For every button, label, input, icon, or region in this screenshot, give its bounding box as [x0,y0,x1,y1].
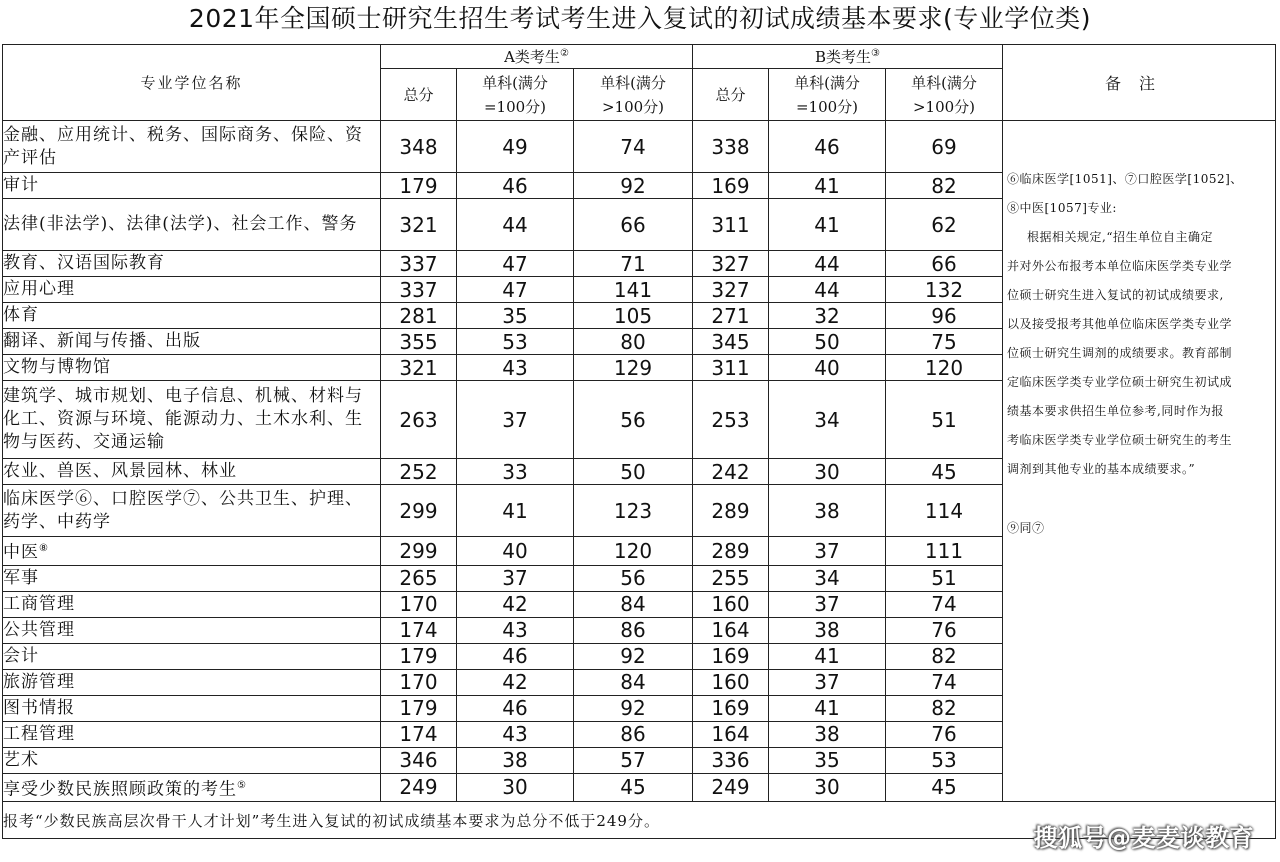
degree-name: 工程管理 [3,723,75,744]
score-b-sgt: 82 [886,643,1003,669]
table-row [3,121,1276,173]
notes-line: ⑥临床医学[1051]、⑦口腔医学[1052]、 [1007,172,1243,186]
score-b-sgt: 75 [886,329,1003,355]
watermark: 搜狐号@麦麦谈教育 [1033,824,1254,852]
header-a-single-gt100-line1: 单科(满分 [600,73,666,92]
notes-line: 并对外公布报考本单位临床医学类专业学 [1007,259,1233,273]
score-a-sgt: 84 [574,591,693,617]
degree-name: 中医 [3,542,39,563]
score-b-total: 249 [693,773,769,802]
score-b-sgt: 132 [886,277,1003,303]
score-a-s100: 43 [457,617,574,643]
degree-name: 金融、应用统计、税务、国际商务、保险、资产评估 [3,124,363,168]
score-a-total: 249 [381,773,457,802]
degree-name: 农业、兽医、风景园林、林业 [3,461,237,481]
score-b-s100: 44 [769,277,886,303]
header-b-single-gt100-line1: 单科(满分 [911,73,977,92]
notes-line: 位硕士研究生调剂的成绩要求。教育部制 [1007,346,1233,360]
notes-line: 定临床医学类专业学位硕士研究生初试成 [1007,375,1233,389]
degree-name-cell [3,591,381,617]
score-b-total: 169 [693,695,769,721]
score-a-s100: 38 [457,747,574,773]
score-a-total: 179 [381,173,457,199]
score-a-s100: 46 [457,173,574,199]
score-table [2,44,1276,839]
degree-name: 旅游管理 [3,671,75,692]
degree-name-cell [3,565,381,591]
score-b-s100: 41 [769,199,886,251]
score-b-total: 160 [693,591,769,617]
score-b-s100: 44 [769,251,886,277]
score-a-s100: 53 [457,329,574,355]
score-a-s100: 41 [457,485,574,537]
score-b-s100: 50 [769,329,886,355]
footnote-mark: ⑧ [39,543,49,554]
degree-name-cell [3,329,381,355]
score-a-total: 179 [381,695,457,721]
score-a-total: 265 [381,565,457,591]
notes-spacer [1007,484,1271,514]
score-b-s100: 37 [769,669,886,695]
header-b-single-100-line2: =100分) [795,97,859,116]
header-b-single-gt100 [886,69,1003,121]
score-b-total: 242 [693,459,769,485]
score-a-total: 174 [381,721,457,747]
header-group-b [693,45,1003,69]
score-b-sgt: 69 [886,121,1003,173]
score-a-sgt: 84 [574,669,693,695]
degree-name: 图书情报 [3,697,75,718]
score-b-s100: 34 [769,381,886,459]
header-group-b-mark: ③ [871,48,880,59]
header-group-a [381,45,693,69]
notes-line: ⑨同⑦ [1007,521,1045,535]
score-b-sgt: 45 [886,773,1003,802]
degree-name: 军事 [3,567,39,588]
score-a-sgt: 105 [574,303,693,329]
notes-line: 以及接受报考其他单位临床医学类专业学 [1007,317,1233,331]
score-a-s100: 44 [457,199,574,251]
score-a-total: 355 [381,329,457,355]
notes-line: ⑧中医[1057]专业: [1007,201,1117,215]
score-b-sgt: 76 [886,617,1003,643]
score-a-sgt: 92 [574,695,693,721]
score-a-s100: 33 [457,459,574,485]
score-b-total: 164 [693,721,769,747]
degree-name-cell [3,695,381,721]
header-b-single-100 [769,69,886,121]
degree-name: 公共管理 [3,619,75,640]
header-b-single-gt100-line2: >100分) [912,97,976,116]
score-a-total: 179 [381,643,457,669]
score-b-s100: 34 [769,565,886,591]
score-b-s100: 41 [769,643,886,669]
score-b-total: 169 [693,643,769,669]
score-b-total: 271 [693,303,769,329]
score-b-s100: 37 [769,591,886,617]
degree-name: 审计 [3,175,39,195]
score-b-s100: 38 [769,485,886,537]
score-b-total: 327 [693,277,769,303]
header-group-b-label: B类考生 [815,48,872,66]
score-b-sgt: 66 [886,251,1003,277]
degree-name-cell [3,355,381,381]
notes-line: 绩基本要求供招生单位参考,同时作为报 [1007,404,1224,418]
score-b-sgt: 111 [886,537,1003,566]
notes-line: 考临床医学类专业学位硕士研究生的考生 [1007,433,1233,447]
score-b-sgt: 76 [886,721,1003,747]
score-table-body [3,121,1276,802]
score-a-s100: 37 [457,565,574,591]
degree-name-cell [3,251,381,277]
score-a-sgt: 86 [574,721,693,747]
degree-name-cell [3,537,381,566]
score-a-total: 263 [381,381,457,459]
degree-name: 艺术 [3,749,39,770]
notes-line: 位硕士研究生进入复试的初试成绩要求, [1007,288,1224,302]
degree-name-cell [3,459,381,485]
header-group-a-mark: ② [559,48,569,59]
degree-name: 临床医学⑥、口腔医学⑦、公共卫生、护理、药学、中药学 [3,488,363,532]
degree-name-cell [3,643,381,669]
degree-name: 应用心理 [3,279,75,299]
score-a-total: 174 [381,617,457,643]
score-a-s100: 42 [457,591,574,617]
score-a-total: 337 [381,277,457,303]
score-a-sgt: 141 [574,277,693,303]
header-a-total: 总分 [381,69,457,121]
score-b-total: 289 [693,537,769,566]
degree-name: 教育、汉语国际教育 [3,253,165,273]
score-a-s100: 43 [457,721,574,747]
score-b-s100: 38 [769,721,886,747]
score-a-sgt: 56 [574,381,693,459]
degree-name-cell [3,277,381,303]
score-a-sgt: 71 [574,251,693,277]
score-b-total: 336 [693,747,769,773]
score-b-total: 255 [693,565,769,591]
degree-name-cell [3,121,381,173]
score-a-total: 252 [381,459,457,485]
degree-name-cell [3,669,381,695]
degree-name-cell [3,381,381,459]
score-b-s100: 30 [769,773,886,802]
score-a-s100: 49 [457,121,574,173]
score-a-total: 299 [381,485,457,537]
score-b-s100: 40 [769,355,886,381]
score-b-s100: 38 [769,617,886,643]
score-a-total: 281 [381,303,457,329]
score-b-s100: 30 [769,459,886,485]
score-b-s100: 35 [769,747,886,773]
score-b-sgt: 53 [886,747,1003,773]
score-a-sgt: 50 [574,459,693,485]
header-a-single-gt100-line2: >100分) [601,97,665,116]
score-a-sgt: 129 [574,355,693,381]
score-b-sgt: 82 [886,695,1003,721]
header-b-single-100-line1: 单科(满分 [794,73,860,92]
header-a-single-100-line2: =100分) [483,97,547,116]
score-b-total: 164 [693,617,769,643]
score-a-s100: 35 [457,303,574,329]
score-a-total: 299 [381,537,457,566]
notes-text [1007,165,1271,543]
score-b-sgt: 82 [886,173,1003,199]
degree-name-cell [3,173,381,199]
score-b-sgt: 120 [886,355,1003,381]
score-a-s100: 46 [457,643,574,669]
score-b-total: 311 [693,355,769,381]
score-b-total: 169 [693,173,769,199]
score-a-sgt: 92 [574,173,693,199]
score-a-total: 321 [381,355,457,381]
score-a-sgt: 120 [574,537,693,566]
notes-line: 调剂到其他专业的基本成绩要求。” [1007,462,1196,476]
score-b-s100: 37 [769,537,886,566]
score-a-total: 170 [381,591,457,617]
score-a-s100: 43 [457,355,574,381]
score-b-s100: 41 [769,173,886,199]
score-b-s100: 41 [769,695,886,721]
score-a-sgt: 80 [574,329,693,355]
degree-name: 文物与博物馆 [3,357,111,377]
header-b-total: 总分 [693,69,769,121]
notes-line: 根据相关规定,“招生单位自主确定 [1027,230,1213,244]
score-b-total: 327 [693,251,769,277]
header-group-a-label: A类考生 [504,48,560,66]
score-b-total: 253 [693,381,769,459]
score-a-sgt: 66 [574,199,693,251]
degree-name-cell [3,485,381,537]
score-b-sgt: 51 [886,565,1003,591]
score-b-total: 311 [693,199,769,251]
score-a-sgt: 123 [574,485,693,537]
degree-name-cell [3,721,381,747]
degree-name: 享受少数民族照顾政策的考生 [3,779,237,800]
degree-name: 建筑学、城市规划、电子信息、机械、材料与化工、资源与环境、能源动力、土木水利、生物与医药、交通运输 [3,386,363,452]
degree-name: 翻译、新闻与传播、出版 [3,331,201,351]
degree-name: 法律(非法学)、法律(法学)、社会工作、警务 [3,214,358,234]
score-a-total: 337 [381,251,457,277]
score-a-total: 348 [381,121,457,173]
degree-name: 工商管理 [3,593,75,614]
degree-name: 会计 [3,645,39,666]
score-b-sgt: 74 [886,591,1003,617]
score-b-s100: 46 [769,121,886,173]
score-a-s100: 42 [457,669,574,695]
header-a-single-100 [457,69,574,121]
score-b-total: 289 [693,485,769,537]
header-a-single-gt100 [574,69,693,121]
score-b-sgt: 62 [886,199,1003,251]
header-degree-name: 专业学位名称 [3,45,381,121]
score-a-sgt: 74 [574,121,693,173]
degree-name-cell [3,303,381,329]
header-a-single-100-line1: 单科(满分 [482,73,548,92]
score-a-total: 170 [381,669,457,695]
score-a-s100: 46 [457,695,574,721]
header-notes: 备注 [1003,45,1276,121]
footnote-mark: ⑤ [237,779,247,791]
score-a-sgt: 56 [574,565,693,591]
score-b-sgt: 114 [886,485,1003,537]
degree-name-cell [3,199,381,251]
degree-name-cell [3,747,381,773]
score-b-total: 345 [693,329,769,355]
score-a-sgt: 86 [574,617,693,643]
page-title: 2021年全国硕士研究生招生考试考生进入复试的初试成绩基本要求(专业学位类) [188,4,1092,33]
notes-cell [1003,121,1276,802]
footnote: 报考“少数民族高层次骨干人才计划”考生进入复试的初试成绩基本要求为总分不低于249分。 [3,802,1276,839]
score-a-s100: 47 [457,251,574,277]
degree-name-cell [3,617,381,643]
score-a-total: 346 [381,747,457,773]
score-b-sgt: 45 [886,459,1003,485]
score-a-sgt: 45 [574,773,693,802]
score-a-s100: 37 [457,381,574,459]
score-a-s100: 47 [457,277,574,303]
degree-name: 体育 [3,305,39,325]
score-b-s100: 32 [769,303,886,329]
score-b-total: 338 [693,121,769,173]
score-b-sgt: 74 [886,669,1003,695]
score-a-sgt: 92 [574,643,693,669]
score-a-s100: 40 [457,537,574,566]
score-b-total: 160 [693,669,769,695]
degree-name-cell [3,773,381,802]
score-b-sgt: 51 [886,381,1003,459]
score-a-s100: 30 [457,773,574,802]
score-a-total: 321 [381,199,457,251]
score-a-sgt: 57 [574,747,693,773]
score-b-sgt: 96 [886,303,1003,329]
